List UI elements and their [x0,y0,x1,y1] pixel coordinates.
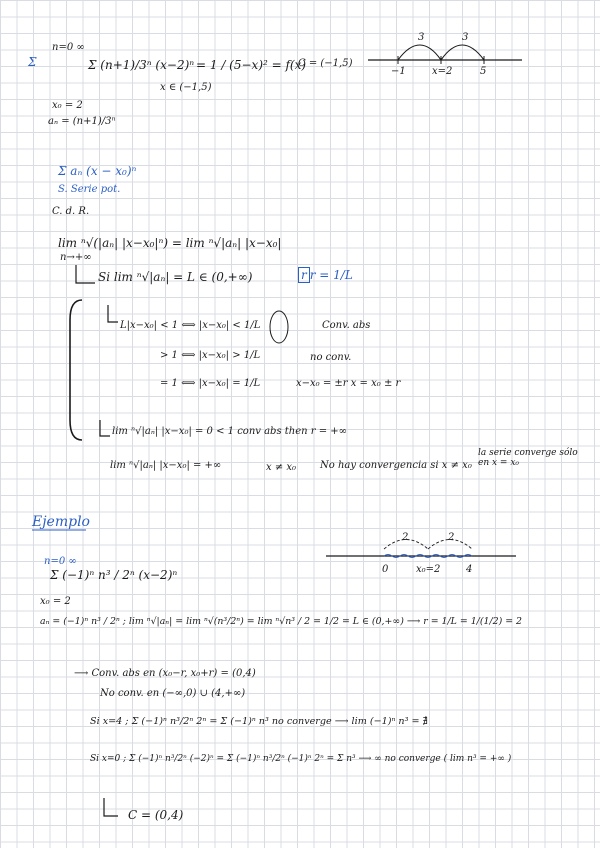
example-an-and-radius: aₙ = (−1)ⁿ n³ / 2ⁿ ; lim ⁿ√|aₙ| = lim ⁿ√(n³/2ⁿ) = lim ⁿ√n³ / 2 = 1/2 = L ∈ (0,+∞) ⟶ r = 1/L = 1/(1/2) = 2 [40,616,523,627]
no-convergence: No hay convergencia si x ≠ x₀ [320,460,472,471]
example-arc-2: 2 [448,532,455,543]
case-greater-than-one: > 1 ⟺ |x−x₀| > 1/L [160,350,261,361]
example-nl-left: 0 [382,564,389,575]
conclusion: la serie converge sólo en x = x₀ [478,448,578,468]
root-limit-index: n→+∞ [60,252,92,263]
numberline-right-label: 5 [480,66,487,77]
example-series: Σ (−1)ⁿ n³ / 2ⁿ (x−2)ⁿ [50,568,178,582]
numberline-arc-2: 3 [462,32,469,43]
case-equal-result: x−x₀ = ±r x = x₀ ± r [296,378,401,389]
example-arc-1: 2 [402,532,409,543]
case-equal-one: = 1 ⟺ |x−x₀| = 1/L [160,378,261,389]
series-definition: Σ (n+1)/3ⁿ (x−2)ⁿ [88,58,195,72]
example-conv-abs: ⟶ Conv. abs en (x₀−r, x₀+r) = (0,4) [74,668,256,679]
case-greater-result: no conv. [310,352,352,363]
case-less-than-one: L|x−x₀| < 1 ⟺ |x−x₀| < 1/L [120,320,261,331]
numberline-mid-label: x=2 [432,66,453,77]
general-series-label: S. Serie pot. [58,184,121,195]
example-sum-index: n=0 ∞ [44,556,77,567]
general-series: Σ aₙ (x − x₀)ⁿ [58,164,137,178]
criterion-label: C. d. R. [52,206,90,217]
example-final-interval: C = (0,4) [128,808,184,822]
series-prefix: Σ [28,55,37,69]
example-x-equals-0: Si x=0 ; Σ (−1)ⁿ n³/2ⁿ (−2)ⁿ = Σ (−1)ⁿ n³/2ⁿ (−1)ⁿ 2ⁿ = Σ n³ ⟶ ∞ no converge ( lim n³ = +∞ ) [90,754,512,764]
example-nl-right: 4 [466,564,473,575]
numberline-left-label: −1 [391,66,406,77]
x-not-x0: x ≠ x₀ [266,462,297,473]
x0-value: x₀ = 2 [52,100,83,111]
example-nl-mid: x₀=2 [416,564,441,575]
an-definition: aₙ = (n+1)/3ⁿ [48,116,116,127]
ejemplo-heading: Ejemplo [32,514,90,530]
limit-infinity-case: lim ⁿ√|aₙ| |x−x₀| = +∞ [110,460,222,471]
root-limit: lim ⁿ√(|aₙ| |x−x₀|ⁿ) = lim ⁿ√|aₙ| |x−x₀| [58,236,282,250]
numberline-arc-1: 3 [418,32,425,43]
r-definition: r r = 1/L [298,268,353,282]
limit-zero-case: lim ⁿ√|aₙ| |x−x₀| = 0 < 1 conv abs then r = +∞ [112,426,347,437]
series-sum-index: n=0 ∞ [52,42,85,53]
example-x-equals-4: Si x=4 ; Σ (−1)ⁿ n³/2ⁿ 2ⁿ = Σ (−1)ⁿ n³ no converge ⟶ lim (−1)ⁿ n³ = ∄ [90,716,428,727]
series-sum-function: = 1 / (5−x)² = f(x) [196,58,307,72]
case-less-result: Conv. abs [322,320,371,331]
domain-x: x ∈ (−1,5) [160,82,212,93]
domain-c: C = (−1,5) [298,58,353,69]
example-no-conv: No conv. en (−∞,0) ∪ (4,+∞) [100,688,246,699]
example-x0: x₀ = 2 [40,596,71,607]
if-l-condition: Si lim ⁿ√|aₙ| = L ∈ (0,+∞) [98,270,253,284]
